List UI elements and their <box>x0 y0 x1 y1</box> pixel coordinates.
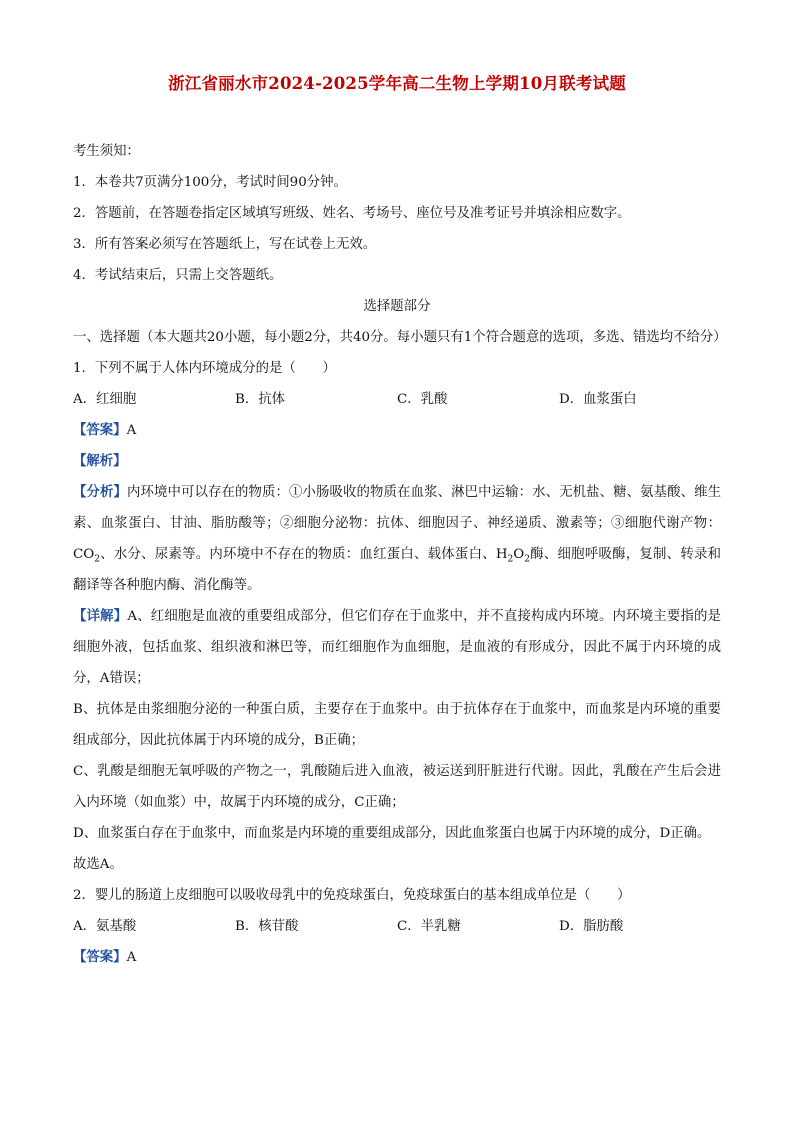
notice-item-3: 3．所有答案必须写在答题纸上，写在试卷上无效。 <box>73 237 377 252</box>
question-1-options <box>73 384 721 415</box>
q2-option-c: C．半乳糖 <box>397 919 461 934</box>
fenxi-text-c: O <box>513 547 525 562</box>
q1-analysis-heading <box>73 446 721 477</box>
notice-item-2: 2．答题前，在答题卷指定区域填写班级、姓名、考场号、座位号及准考证号并填涂相应数字。 <box>73 206 631 221</box>
question-2-stem: 2．婴儿的肠道上皮细胞可以吸收母乳中的免疫球蛋白，免疫球蛋白的基本组成单位是（ ） <box>73 888 631 903</box>
fenxi-text-d: 酶、细胞呼吸酶，复制、转录和翻译等各种胞内酶、消化酶等。 <box>73 547 721 593</box>
q2-option-b: B．核苷酸 <box>235 919 299 934</box>
section-title: 选择题部分 <box>363 299 431 314</box>
answer-tag: 【答案】 <box>73 422 127 438</box>
question-1-stem: 1．下列不属于人体内环境成分的是（ ） <box>73 361 336 376</box>
q2-answer-value: A <box>126 950 137 965</box>
q1-conclusion: 故选A。 <box>73 857 123 872</box>
q1-detail-d: D、血浆蛋白存在于血浆中，而血浆是内环境的重要组成部分，因此血浆蛋白也属于内环境的成分，D正确。 <box>73 826 711 841</box>
q2-option-d: D．脂肪酸 <box>559 919 624 934</box>
q1-option-a: A．红细胞 <box>73 392 137 407</box>
co2-subscript: 2 <box>94 554 100 565</box>
h2o2-subscript-o: 2 <box>524 554 530 565</box>
fenxi-tag: 【分析】 <box>73 484 128 500</box>
notice-item-1: 1．本卷共7页满分100分，考试时间90分钟。 <box>73 175 347 190</box>
q1-answer-value: A <box>126 423 137 438</box>
section-intro: 一、选择题（本大题共20小题，每小题2分，共40分。每小题只有1个符合题意的选项，多选、错选均不给分） <box>73 330 727 345</box>
notice-heading: 考生须知： <box>73 144 140 159</box>
question-2-options <box>73 911 721 942</box>
analysis-tag: 【解析】 <box>73 453 127 469</box>
q1-detail-a <box>73 601 721 694</box>
fenxi-text-b: 、水分、尿素等。内环境中不存在的物质：血红蛋白、载体蛋白、H <box>99 547 508 562</box>
q1-answer <box>73 415 721 446</box>
q1-detail-c: C、乳酸是细胞无氧呼吸的产物之一，乳酸随后进入血液，被运送到肝脏进行代谢。因此，乳酸在产生后会进入内环境（如血浆）中，故属于内环境的成分，C正确； <box>73 764 721 810</box>
document-title: 浙江省丽水市2024-2025学年高二生物上学期10月联考试题 <box>168 74 626 93</box>
q1-option-d: D．血浆蛋白 <box>559 392 637 407</box>
q1-detail-b: B、抗体是由浆细胞分泌的一种蛋白质，主要存在于血浆中。由于抗体存在于血浆中，而血浆是内环境的重要组成部分，因此抗体属于内环境的成分，B正确； <box>73 702 721 748</box>
notice-item-4: 4．考试结束后，只需上交答题纸。 <box>73 268 283 283</box>
detail-tag: 【详解】 <box>73 608 128 624</box>
q1-option-b: B．抗体 <box>235 392 286 407</box>
detail-text-a: A、红细胞是血液的重要组成部分，但它们存在于血浆中，并不直接构成内环境。内环境主要指的是细胞外液，包括血浆、组织液和淋巴等，而红细胞作为血细胞，是血液的有形成分，因此不属于内环境的成分，A错误； <box>73 609 721 686</box>
q1-option-c: C．乳酸 <box>397 392 448 407</box>
document-body <box>73 136 727 973</box>
q1-fenxi <box>73 477 721 601</box>
q2-answer <box>73 942 721 973</box>
answer-tag: 【答案】 <box>73 949 127 965</box>
q2-option-a: A．氨基酸 <box>73 919 137 934</box>
h2o2-subscript-h: 2 <box>507 554 514 565</box>
fenxi-text-a: 内环境中可以存在的物质：①小肠吸收的物质在血浆、淋巴中运输：水、无机盐、糖、氨基酸、维生素、血浆蛋白、甘油、脂肪酸等；②细胞分泌物：抗体、细胞因子、神经递质、激素等；③细胞代谢产物：CO <box>73 485 722 562</box>
